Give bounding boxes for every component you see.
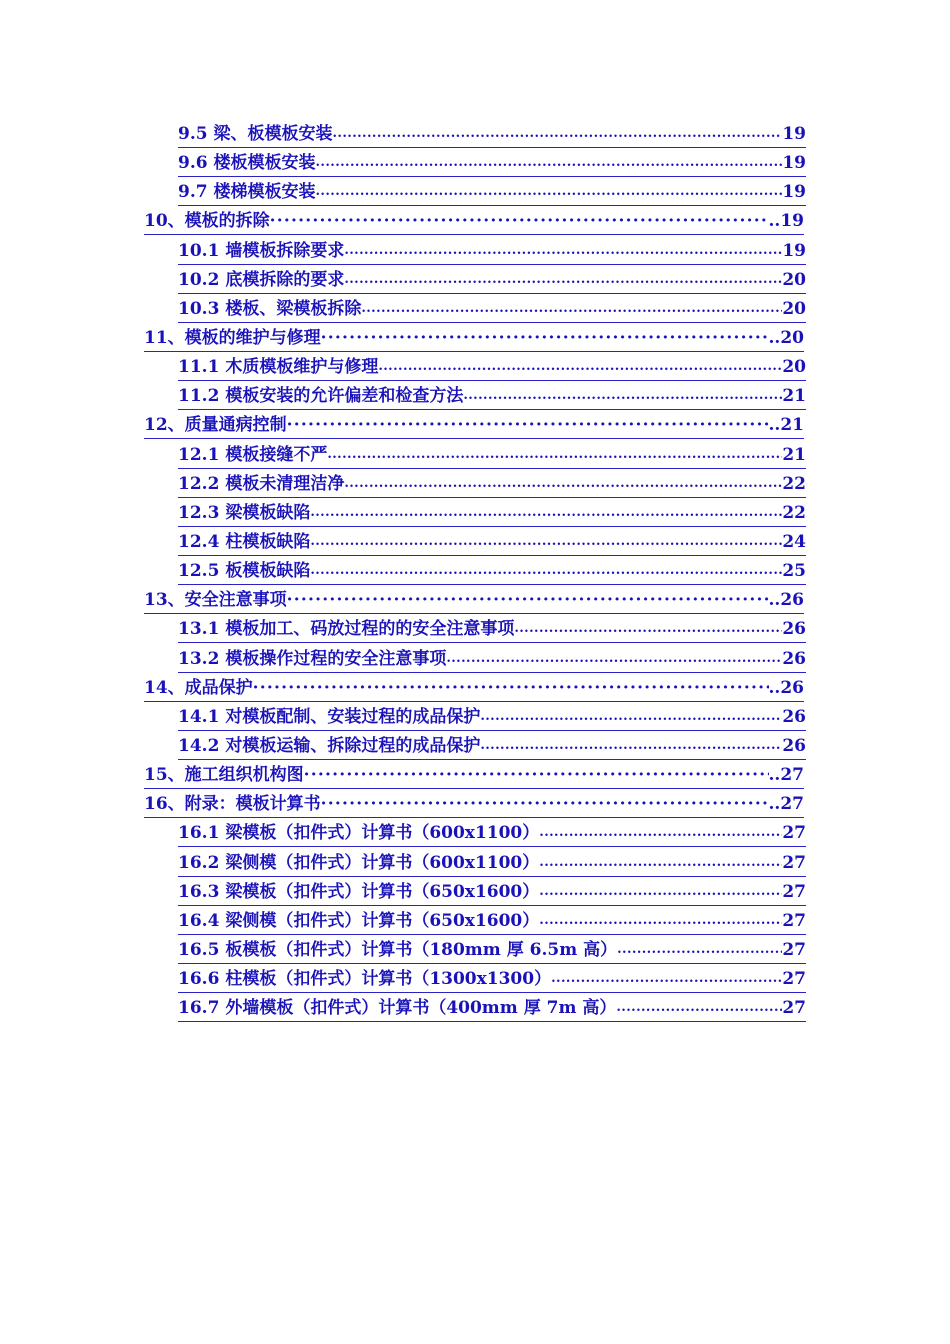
- toc-entry-title: 9.5 梁、板模板安装: [178, 124, 333, 144]
- toc-page-number: 27: [782, 881, 806, 902]
- toc-entry-title: 12.4 柱模板缺陷: [178, 531, 311, 552]
- toc-page-number: 27: [782, 823, 806, 844]
- toc-page-number: ..27: [768, 794, 804, 815]
- toc-section-entry: [0, 442, 950, 471]
- toc-link[interactable]: [178, 966, 806, 993]
- toc-dot-leader: [539, 848, 782, 876]
- toc-link[interactable]: [144, 587, 804, 614]
- toc-dot-leader: [304, 762, 769, 788]
- toc-section-entry: [0, 966, 950, 995]
- toc-entry-title: 16.6 柱模板（扣件式）计算书（1300x1300）: [178, 969, 552, 990]
- toc-dot-leader: [310, 498, 782, 526]
- toc-section-entry: [0, 879, 950, 908]
- toc-section-entry: [0, 733, 950, 762]
- toc-section-entry: [0, 296, 950, 325]
- toc-link[interactable]: [178, 150, 806, 177]
- toc-dot-leader: [617, 935, 782, 963]
- toc-entry-title: 15、施工组织机构图: [144, 765, 304, 786]
- toc-page-number: 22: [782, 473, 806, 494]
- toc-page-number: ..20: [768, 327, 804, 348]
- toc-link[interactable]: [178, 908, 806, 935]
- toc-entry-title: 12、质量通病控制: [144, 415, 287, 436]
- toc-link[interactable]: [144, 762, 804, 789]
- toc-entry-title: 13、安全注意事项: [144, 590, 287, 611]
- toc-section-entry: [0, 558, 950, 587]
- toc-dot-leader: [378, 352, 782, 380]
- toc-link[interactable]: [144, 325, 804, 352]
- toc-entry-title: 11、模板的维护与修理: [144, 327, 321, 348]
- toc-dot-leader: [253, 675, 769, 701]
- toc-page-number: 25: [782, 561, 806, 582]
- toc-link[interactable]: [178, 471, 806, 498]
- toc-page-number: 19: [782, 153, 806, 174]
- toc-dot-leader: [539, 877, 782, 905]
- toc-section-entry: [0, 820, 950, 849]
- toc-section-entry: [0, 267, 950, 296]
- toc-link[interactable]: [178, 500, 806, 527]
- toc-page-number: 22: [782, 502, 806, 523]
- toc-entry-title: 11.1 木质模板维护与修理: [178, 357, 379, 378]
- toc-page-number: 27: [782, 939, 806, 960]
- toc-link[interactable]: [144, 791, 804, 818]
- toc-link[interactable]: [178, 995, 806, 1022]
- toc-link[interactable]: [178, 879, 806, 906]
- toc-entry-title: 12.3 梁模板缺陷: [178, 502, 311, 523]
- toc-link[interactable]: [178, 937, 806, 964]
- toc-page-number: 19: [782, 240, 806, 261]
- toc-dot-leader: [539, 818, 782, 846]
- toc-entry-title: 10.3 楼板、梁模板拆除: [178, 298, 362, 319]
- toc-dot-leader: [446, 644, 782, 672]
- toc-page-number: ..19: [768, 211, 804, 232]
- toc-link[interactable]: [178, 121, 806, 148]
- toc-entry-title: 11.2 模板安装的允许偏差和检查方法: [178, 386, 464, 407]
- toc-page-number: 26: [782, 735, 806, 756]
- toc-page-number: 26: [782, 619, 806, 640]
- toc-page-number: 27: [782, 969, 806, 990]
- toc-chapter-entry: [0, 675, 950, 704]
- toc-entry-title: 14、成品保护: [144, 677, 253, 698]
- toc-entry-title: 10.2 底模拆除的要求: [178, 269, 345, 290]
- toc-section-entry: [0, 529, 950, 558]
- toc-entry-title: 16、附录：模板计算书: [144, 794, 321, 815]
- toc-link[interactable]: [178, 820, 806, 847]
- toc-link[interactable]: [178, 733, 806, 760]
- toc-dot-leader: [270, 208, 769, 234]
- toc-entry-title: 16.4 梁侧模（扣件式）计算书（650x1600）: [178, 910, 540, 931]
- toc-section-entry: [0, 471, 950, 500]
- toc-link[interactable]: [178, 179, 806, 206]
- toc-page-number: 27: [782, 910, 806, 931]
- toc-entry-title: 16.2 梁侧模（扣件式）计算书（600x1100）: [178, 852, 540, 873]
- toc-page-number: ..26: [768, 677, 804, 698]
- toc-section-entry: [0, 238, 950, 267]
- toc-link[interactable]: [178, 383, 806, 410]
- toc-dot-leader: [287, 587, 769, 613]
- toc-chapter-entry: [0, 762, 950, 791]
- toc-link[interactable]: [178, 267, 806, 294]
- toc-dot-leader: [514, 614, 782, 642]
- toc-dot-leader: [344, 236, 782, 264]
- toc-section-entry: [0, 121, 950, 150]
- toc-dot-leader: [310, 556, 782, 584]
- toc-section-entry: [0, 850, 950, 879]
- toc-entry-title: 16.5 板模板（扣件式）计算书（180mm 厚 6.5m 高）: [178, 939, 618, 960]
- toc-section-entry: [0, 646, 950, 675]
- toc-section-entry: [0, 354, 950, 383]
- toc-link[interactable]: [178, 616, 806, 643]
- toc-dot-leader: [316, 177, 783, 205]
- toc-page-number: 20: [782, 298, 806, 319]
- toc-entry-title: 9.7 楼梯模板安装: [178, 182, 316, 203]
- toc-section-entry: [0, 500, 950, 529]
- toc-entry-title: 13.1 模板加工、码放过程的的安全注意事项: [178, 619, 515, 640]
- toc-page-number: 19: [782, 124, 806, 144]
- toc-dot-leader: [539, 906, 782, 934]
- toc-dot-leader: [344, 469, 782, 497]
- toc-section-entry: [0, 908, 950, 937]
- toc-dot-leader: [321, 791, 769, 817]
- toc-entry-title: 9.6 楼板模板安装: [178, 153, 316, 174]
- toc-page-number: 27: [782, 998, 806, 1019]
- toc-page-number: 26: [782, 706, 806, 727]
- toc-link[interactable]: [178, 558, 806, 585]
- toc-dot-leader: [287, 412, 769, 438]
- toc-chapter-entry: [0, 208, 950, 237]
- toc-entry-title: 16.3 梁模板（扣件式）计算书（650x1600）: [178, 881, 540, 902]
- toc-link[interactable]: [178, 529, 806, 556]
- toc-link[interactable]: [178, 646, 806, 673]
- toc-section-entry: [0, 179, 950, 208]
- toc-dot-leader: [480, 731, 782, 759]
- toc-chapter-entry: [0, 587, 950, 616]
- toc-page-number: 27: [782, 852, 806, 873]
- toc-dot-leader: [333, 119, 783, 147]
- table-of-contents: [0, 121, 950, 1024]
- toc-entry-title: 10、模板的拆除: [144, 211, 270, 232]
- toc-entry-title: 13.2 模板操作过程的安全注意事项: [178, 648, 447, 669]
- toc-dot-leader: [344, 265, 782, 293]
- toc-dot-leader: [327, 440, 782, 468]
- toc-page-number: 21: [782, 386, 806, 407]
- toc-entry-title: 10.1 墙模板拆除要求: [178, 240, 345, 261]
- toc-chapter-entry: [0, 325, 950, 354]
- toc-dot-leader: [310, 527, 782, 555]
- toc-chapter-entry: [0, 412, 950, 441]
- toc-page-number: 24: [782, 531, 806, 552]
- toc-link[interactable]: [144, 675, 804, 702]
- toc-entry-title: 12.2 模板未清理洁净: [178, 473, 345, 494]
- toc-link[interactable]: [178, 238, 806, 265]
- toc-page-number: ..21: [768, 415, 804, 436]
- toc-page-number: 21: [782, 444, 806, 465]
- toc-page-number: 20: [782, 357, 806, 378]
- toc-entry-title: 12.5 板模板缺陷: [178, 561, 311, 582]
- toc-dot-leader: [463, 381, 782, 409]
- toc-entry-title: 16.7 外墙模板（扣件式）计算书（400mm 厚 7m 高）: [178, 998, 617, 1019]
- toc-entry-title: 16.1 梁模板（扣件式）计算书（600x1100）: [178, 823, 540, 844]
- toc-dot-leader: [616, 993, 782, 1021]
- toc-dot-leader: [480, 702, 782, 730]
- toc-link[interactable]: [178, 354, 806, 381]
- toc-entry-title: 12.1 模板接缝不严: [178, 444, 328, 465]
- toc-section-entry: [0, 937, 950, 966]
- toc-dot-leader: [321, 325, 769, 351]
- toc-link[interactable]: [144, 412, 804, 439]
- toc-page-number: 20: [782, 269, 806, 290]
- toc-page-number: 19: [782, 182, 806, 203]
- toc-section-entry: [0, 383, 950, 412]
- toc-section-entry: [0, 150, 950, 179]
- toc-page-number: 26: [782, 648, 806, 669]
- toc-section-entry: [0, 704, 950, 733]
- toc-dot-leader: [551, 964, 782, 992]
- toc-dot-leader: [361, 294, 782, 322]
- toc-section-entry: [0, 995, 950, 1024]
- toc-dot-leader: [316, 148, 783, 176]
- toc-section-entry: [0, 616, 950, 645]
- toc-link[interactable]: [178, 296, 806, 323]
- toc-entry-title: 14.1 对模板配制、安装过程的成品保护: [178, 706, 481, 727]
- toc-chapter-entry: [0, 791, 950, 820]
- toc-link[interactable]: [144, 208, 804, 235]
- toc-page-number: ..26: [768, 590, 804, 611]
- toc-entry-title: 14.2 对模板运输、拆除过程的成品保护: [178, 735, 481, 756]
- toc-page-number: ..27: [768, 765, 804, 786]
- toc-link[interactable]: [178, 704, 806, 731]
- toc-link[interactable]: [178, 442, 806, 469]
- toc-link[interactable]: [178, 850, 806, 877]
